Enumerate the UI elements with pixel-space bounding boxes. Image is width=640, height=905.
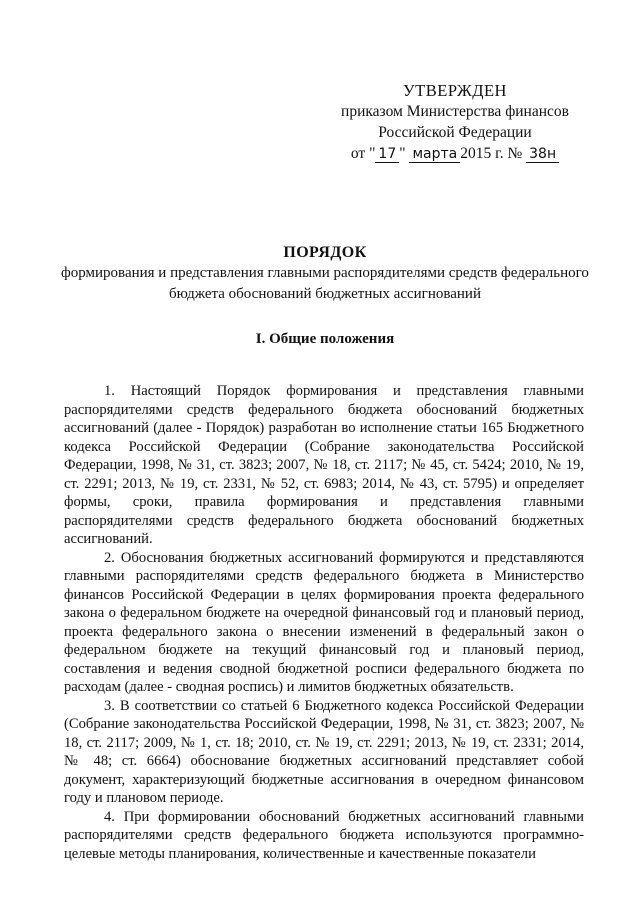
date-year: 2015 г. № <box>460 145 523 162</box>
document-body <box>64 382 584 863</box>
date-day-suffix: " <box>399 145 406 162</box>
title-subtitle: формирования и представления главными распорядителями средств федерального бюджета обоснований бюджетных ассигнований <box>61 265 589 302</box>
paragraph-4: 4. При формировании обоснований бюджетных ассигнований главными распорядителями средств федерального бюджета используются программно-целевые методы планирования, количественные и качественные показатели <box>64 808 584 862</box>
approval-heading: УТВЕРЖДЕН <box>403 81 507 100</box>
approval-date-line <box>330 143 580 164</box>
handwritten-day: 17 <box>375 146 399 163</box>
title-main: ПОРЯДОК <box>283 244 367 261</box>
paragraph-2: 2. Обоснования бюджетных ассигнований формируются и представляются главными распорядителями средств федерального бюджета в Министерство финансов Российской Федерации в целях формирования проекта федерального закона о федеральном бюджете на очередной финансовый год и плановый период, проекта федерального закона о внесении изменений в федеральный закон о федеральном бюджете на текущий финансовый год и плановый период, составления и ведения сводной бюджетной росписи федерального бюджета по расходам (далее - сводная роспись) и лимитов бюджетных обязательств. <box>64 549 584 695</box>
handwritten-month: марта <box>409 146 460 163</box>
approval-block <box>330 80 580 164</box>
paragraph-3: 3. В соответствии со статьей 6 Бюджетного кодекса Российской Федерации (Собрание законодательства Российской Федерации, 1998, № 31, ст. 3823; 2007, № 18, ст. 2117; 2009, № 1, ст. 18; 2010, ст. № 19, ст. 2291; 2013, № 19, ст. 2331; 2014, № 48; ст. 6664) обоснование бюджетных ассигнований представляет собой документ, характеризующий бюджетные ассигнования в очередном финансовом году и плановом периоде. <box>64 697 584 806</box>
approval-line-ministry: приказом Министерства финансов <box>341 103 569 120</box>
handwritten-order-number: 38н <box>526 146 559 163</box>
date-prefix: от " <box>350 145 376 162</box>
document-title <box>60 243 590 305</box>
section-heading: I. Общие положения <box>255 331 395 347</box>
approval-line-country: Российской Федерации <box>378 124 532 141</box>
paragraph-1: 1. Настоящий Порядок формирования и представления главными распорядителями средств федерального бюджета обоснований бюджетных ассигнований (далее - Порядок) разработан во исполнение статьи 165 Бюджетного кодекса Российской Федерации (Собрание законодательства Российской Федерации, 1998, № 31, ст. 3823; 2007, № 18, ст. 2117; № 45, ст. 5424; 2010, № 19, ст. 2291; 2013, № 19, ст. 2331, № 52, ст. 6983; 2014, № 43, ст. 5795) и определяет формы, сроки, правила формирования и представления главными распорядителями средств федерального бюджета обоснований бюджетных ассигнований. <box>64 383 584 547</box>
